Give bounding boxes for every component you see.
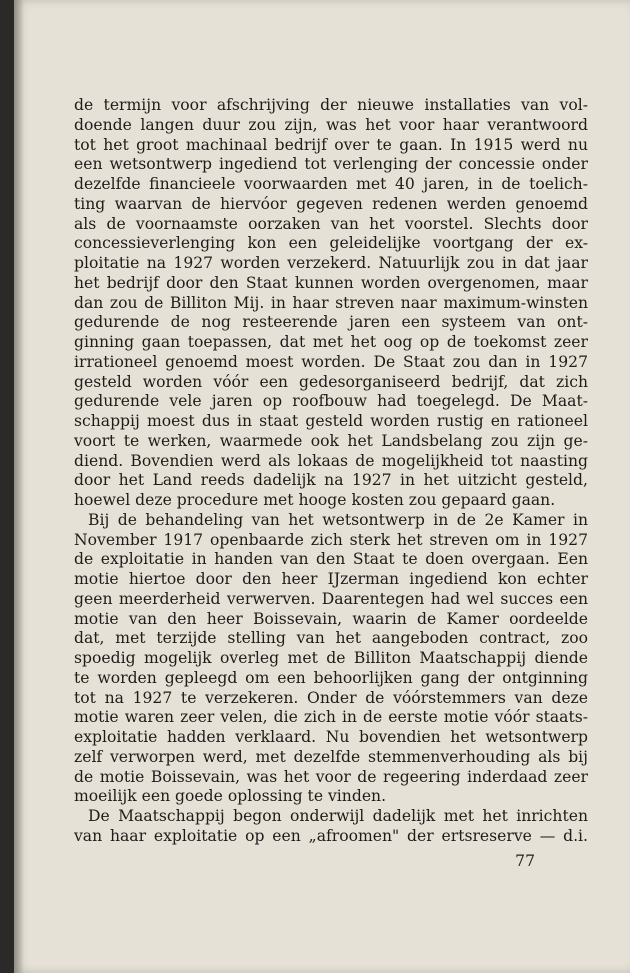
text-line: tot na 1927 te verzekeren. Onder de vóórstemmers van deze xyxy=(74,688,588,707)
text-line: ginning gaan toepassen, dat met het oog op de toekomst zeer xyxy=(74,333,588,351)
text-line: de exploitatie in handen van den Staat te doen overgaan. Een xyxy=(74,550,588,569)
text-line: exploitatie hadden verklaard. Nu bovendien het wetsontwerp xyxy=(74,728,588,746)
body-text xyxy=(74,96,588,847)
text-line: gedurende de nog resteerende jaren een systeem van ont- xyxy=(74,313,588,332)
text-line: voort te werken, waarmede ook het Landsbelang zou zijn ge- xyxy=(74,431,588,450)
text-line: irrationeel genoemd moest worden. De Staat zou dan in 1927 xyxy=(74,352,588,371)
text-line: de termijn voor afschrijving der nieuwe installaties van vol- xyxy=(74,96,588,114)
text-line: dat, met terzijde stelling van het aangeboden contract, zoo xyxy=(74,629,588,648)
text-line: een wetsontwerp ingediend tot verlenging der concessie onder xyxy=(74,155,588,174)
text-line: geen meerderheid verwerven. Daarentegen had wel succes een xyxy=(74,589,588,608)
text-line: te worden gepleegd om een behoorlijken gang der ontginning xyxy=(74,668,588,687)
text-line: de motie Boissevain, was het voor de regeering inderdaad zeer xyxy=(74,767,588,786)
text-line: tot het groot machinaal bedrijf over te gaan. In 1915 werd nu xyxy=(74,135,588,154)
text-line: ploitatie na 1927 worden verzekerd. Natuurlijk zou in dat jaar xyxy=(74,254,588,272)
book-page xyxy=(14,0,630,973)
text-line: motie waren zeer velen, die zich in de eerste motie vóór staats- xyxy=(74,708,588,727)
text-line: dan zou de Billiton Mij. in haar streven naar maximum-winsten xyxy=(74,293,588,312)
text-line: hoewel deze procedure met hooge kosten zou gepaard gaan. xyxy=(74,491,556,509)
text-line: gedurende vele jaren op roofbouw had toegelegd. De Maat- xyxy=(74,392,588,411)
text-line: De Maatschappij begon onderwijl dadelijk met het inrichten xyxy=(88,807,588,825)
text-line: concessieverlenging kon een geleidelijke voortgang der ex- xyxy=(74,234,588,253)
text-line: motie hiertoe door den heer IJzerman ingediend kon echter xyxy=(74,570,588,588)
text-line: November 1917 openbaarde zich sterk het streven om in 1927 xyxy=(74,530,588,549)
text-line: zelf verworpen werd, met dezelfde stemmenverhouding als bij xyxy=(74,747,588,766)
text-line: diend. Bovendien werd als lokaas de mogelijkheid tot naasting xyxy=(74,451,588,470)
text-line: het bedrijf door den Staat kunnen worden overgenomen, maar xyxy=(74,273,588,292)
text-line: dezelfde financieele voorwaarden met 40 jaren, in de toelich- xyxy=(74,175,588,193)
page-number: 77 xyxy=(515,852,535,870)
text-line: van haar exploitatie op een „afroomen" der ertsreserve — d.i. xyxy=(74,826,588,845)
text-line: doende langen duur zou zijn, was het voor haar verantwoord xyxy=(74,115,588,134)
text-line: gesteld worden vóór een gedesorganiseerd bedrijf, dat zich xyxy=(74,372,588,391)
text-line: Bij de behandeling van het wetsontwerp in de 2e Kamer in xyxy=(88,510,588,529)
text-line: moeilijk een goede oplossing te vinden. xyxy=(74,787,387,806)
text-line: door het Land reeds dadelijk na 1927 in het uitzicht gesteld, xyxy=(74,471,588,490)
text-line: motie van den heer Boissevain, waarin de Kamer oordeelde xyxy=(74,609,588,628)
text-line: schappij moest dus in staat gesteld worden rustig en rationeel xyxy=(74,412,588,430)
text-line: spoedig mogelijk overleg met de Billiton Maatschappij diende xyxy=(74,649,588,667)
text-line: ting waarvan de hiervóor gegeven redenen werden genoemd xyxy=(74,194,588,213)
text-line: als de voornaamste oorzaken van het voorstel. Slechts door xyxy=(74,214,588,233)
